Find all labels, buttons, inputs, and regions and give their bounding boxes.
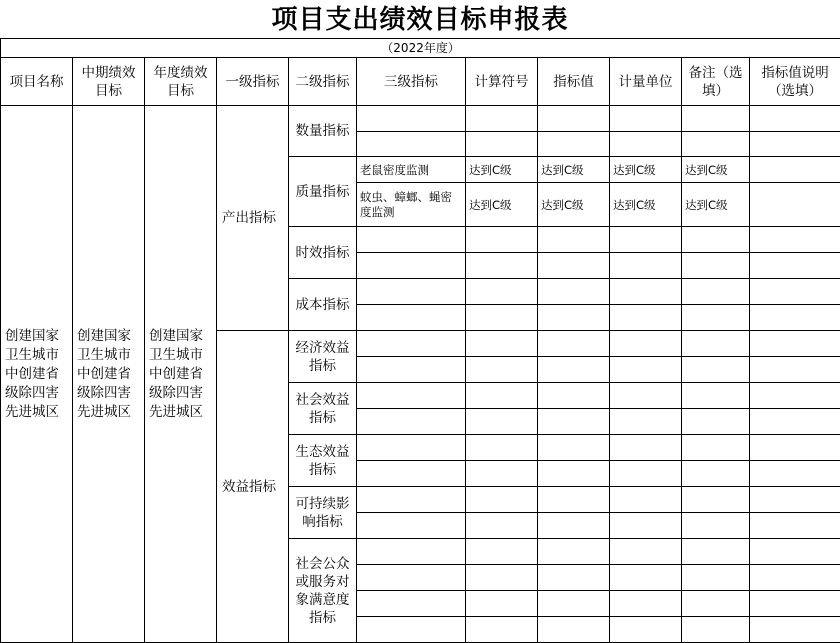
value-cell: 达到C级 xyxy=(538,183,610,227)
value-cell: 达到C级 xyxy=(538,157,610,183)
header-value: 指标值 xyxy=(538,58,610,106)
level2-satisfaction: 社会公众或服务对象满意度指标 xyxy=(289,539,357,643)
header-symbol: 计算符号 xyxy=(466,58,538,106)
level2-social: 社会效益指标 xyxy=(289,383,357,435)
performance-table xyxy=(0,38,840,643)
header-level3: 三级指标 xyxy=(357,58,466,106)
project-name-cell: 创建国家卫生城市中创建省级除四害先进城区 xyxy=(1,106,73,643)
page-title: 项目支出绩效目标申报表 xyxy=(0,0,840,38)
remark-cell: 达到C级 xyxy=(682,157,750,183)
header-annual-goal: 年度绩效目标 xyxy=(145,58,217,106)
mid-term-goal-cell: 创建国家卫生城市中创建省级除四害先进城区 xyxy=(73,106,145,643)
level2-sustainable: 可持续影响指标 xyxy=(289,487,357,539)
header-level2: 二级指标 xyxy=(289,58,357,106)
header-level1: 一级指标 xyxy=(217,58,289,106)
level1-benefit: 效益指标 xyxy=(217,331,289,643)
symbol-cell: 达到C级 xyxy=(466,157,538,183)
level2-quality: 质量指标 xyxy=(289,157,357,227)
header-unit: 计量单位 xyxy=(610,58,682,106)
level1-output: 产出指标 xyxy=(217,106,289,331)
unit-cell: 达到C级 xyxy=(610,183,682,227)
header-project-name: 项目名称 xyxy=(1,58,73,106)
level2-ecological: 生态效益指标 xyxy=(289,435,357,487)
remark-cell: 达到C级 xyxy=(682,183,750,227)
level2-cost: 成本指标 xyxy=(289,279,357,331)
level2-quantity: 数量指标 xyxy=(289,106,357,157)
header-remark: 备注（选填） xyxy=(682,58,750,106)
unit-cell: 达到C级 xyxy=(610,157,682,183)
indicator-rodent-density: 老鼠密度监测 xyxy=(357,157,466,183)
indicator-insect-density: 蚊虫、蟑螂、蝇密度监测 xyxy=(357,183,466,227)
header-value-note: 指标值说明（选填） xyxy=(750,58,840,106)
annual-goal-cell: 创建国家卫生城市中创建省级除四害先进城区 xyxy=(145,106,217,643)
level2-timeliness: 时效指标 xyxy=(289,227,357,279)
year-label: （2022年度） xyxy=(1,39,840,58)
header-row xyxy=(1,58,840,106)
symbol-cell: 达到C级 xyxy=(466,183,538,227)
level2-economic: 经济效益指标 xyxy=(289,331,357,383)
header-mid-term-goal: 中期绩效目标 xyxy=(73,58,145,106)
